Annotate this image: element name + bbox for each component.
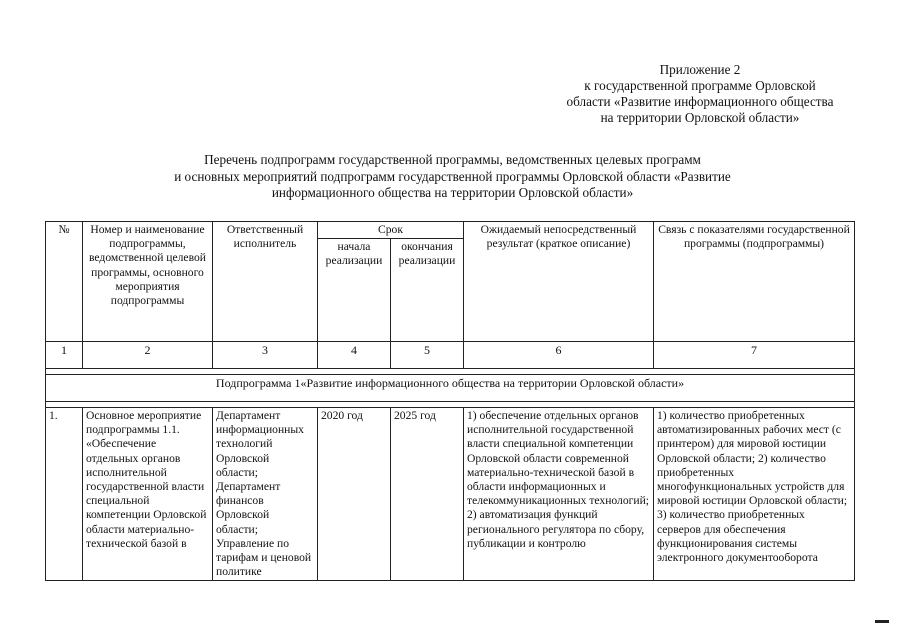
- header-term: Срок: [318, 222, 464, 239]
- header-executor: Ответственный исполнитель: [213, 222, 318, 342]
- appendix-line-1: Приложение 2: [659, 62, 741, 77]
- subprogram-title: Подпрограмма 1«Развитие информационного общества на территории Орловской области»: [46, 375, 855, 402]
- row-link: 1) количество приобретенных автоматизированных рабочих мест (с принтером) для мировой юстиции Орловской области; 2) количество приобретенных многофункциональных устройств для мировой юстиции Орловской области; 3) количество приобретенных серверов для обеспечения функционирования системы электронного документооборота: [654, 408, 855, 581]
- table-header-row: [46, 222, 855, 239]
- table-row: [46, 408, 855, 581]
- column-number: 2: [83, 342, 213, 369]
- column-number: 7: [654, 342, 855, 369]
- column-numbers-row: [46, 342, 855, 369]
- column-number: 5: [391, 342, 464, 369]
- row-no: 1.: [46, 408, 83, 581]
- appendix-line-2: к государственной программе Орловской: [584, 78, 816, 93]
- column-number: 4: [318, 342, 391, 369]
- column-number: 6: [464, 342, 654, 369]
- subprogram-row: [46, 375, 855, 402]
- heading-line-1: Перечень подпрограмм государственной программы, ведомственных целевых программ: [204, 152, 701, 167]
- programs-table: [45, 221, 855, 581]
- appendix-line-3: области «Развитие информационного общества: [566, 94, 834, 109]
- document-heading: [90, 152, 815, 202]
- row-result: 1) обеспечение отдельных органов исполнительной государственной власти специальной компетенции Орловской области современной материально-технической базой в области информационных и телекоммуникационных технологий; 2) автоматизация функций регионального регулятора по сбору, публикации и контролю: [464, 408, 654, 581]
- column-number: 1: [46, 342, 83, 369]
- header-result: Ожидаемый непосредственный результат (краткое описание): [464, 222, 654, 342]
- header-name: Номер и наименование подпрограммы, ведомственной целевой программы, основного мероприятия подпрограммы: [83, 222, 213, 342]
- appendix-header: [520, 62, 880, 126]
- column-number: 3: [213, 342, 318, 369]
- header-end: окончания реализации: [391, 239, 464, 342]
- appendix-line-4: на территории Орловской области»: [600, 110, 800, 125]
- row-executor: Департамент информационных технологий Орловской области; Департамент финансов Орловской области; Управление по тарифам и ценовой политике: [213, 408, 318, 581]
- row-start: 2020 год: [318, 408, 391, 581]
- header-link: Связь с показателями государственной программы (подпрограммы): [654, 222, 855, 342]
- row-end: 2025 год: [391, 408, 464, 581]
- heading-line-2: и основных мероприятий подпрограмм государственной программы Орловской области «Развитие: [174, 168, 731, 184]
- row-name: Основное мероприятие подпрограммы 1.1. «Обеспечение отдельных органов исполнительной государственной власти специальной компетенции Орловской области материально-технической базой в: [83, 408, 213, 581]
- header-no: №: [46, 222, 83, 342]
- heading-line-3: информационного общества на территории Орловской области»: [271, 185, 634, 200]
- scan-mark: [875, 620, 889, 623]
- header-start: начала реализации: [318, 239, 391, 342]
